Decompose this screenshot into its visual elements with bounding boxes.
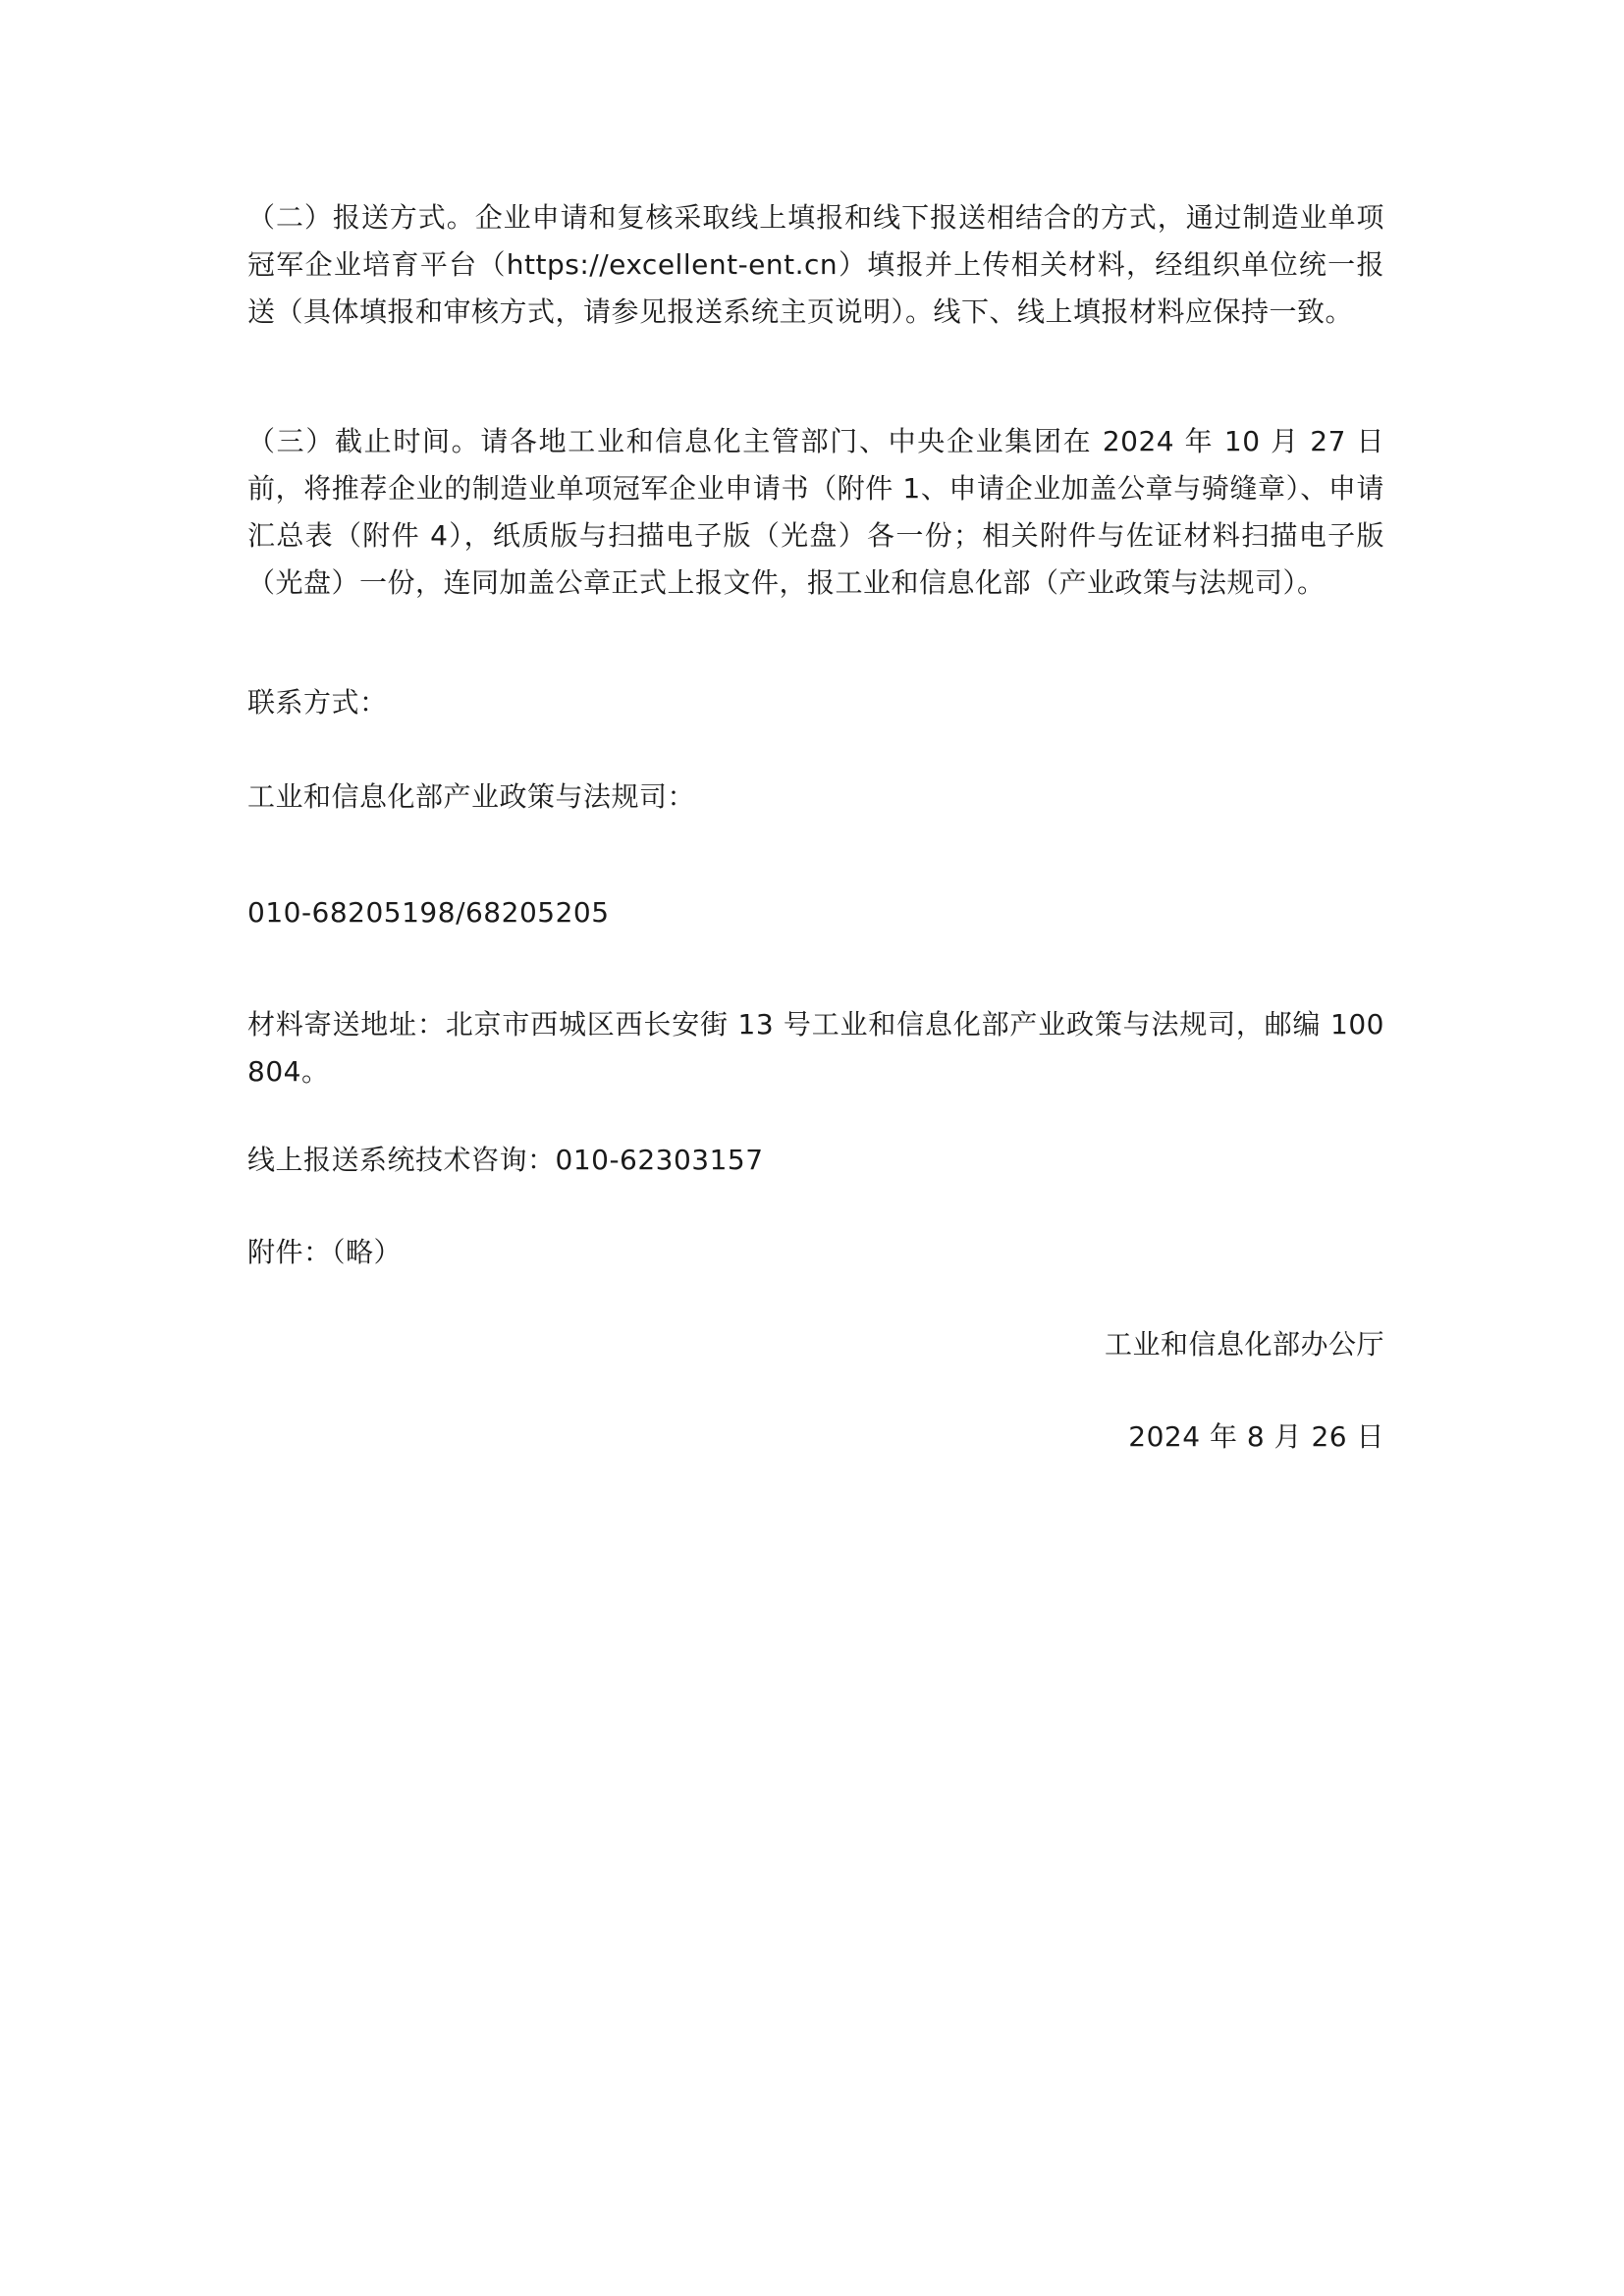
issue-date: 2024 年 8 月 26 日 [1128, 1420, 1384, 1453]
tech-support-contact: 线上报送系统技术咨询：010-62303157 [247, 1144, 764, 1176]
contact-heading: 联系方式： [247, 686, 388, 719]
attachments-note: 附件：（略） [247, 1236, 403, 1268]
mailing-address: 材料寄送地址：北京市西城区西长安街 13 号工业和信息化部产业政策与法规司，邮编 100804。 [247, 1008, 1384, 1088]
contact-phone: 010-68205198/68205205 [247, 896, 610, 929]
submission-method-paragraph: （二）报送方式。企业申请和复核采取线上填报和线下报送相结合的方式，通过制造业单项冠军企业培育平台（https://excellent-ent.cn）填报并上传相关材料，经组织单位统一报送（具体填报和审核方式，请参见报送系统主页说明）。线下、线上填报材料应保持一致。 [247, 201, 1384, 328]
issuer-signature: 工业和信息化部办公厅 [1104, 1328, 1384, 1361]
contact-department: 工业和信息化部产业政策与法规司： [247, 780, 696, 813]
deadline-paragraph: （三）截止时间。请各地工业和信息化主管部门、中央企业集团在 2024 年 10 月 27 日前，将推荐企业的制造业单项冠军企业申请书（附件 1、申请企业加盖公章与骑缝章）、申请汇总表（附件 4），纸质版与扫描电子版（光盘）各一份；相关附件与佐证材料扫描电子版（光盘）一份，连同加盖公章正式上报文件，报工业和信息化部（产业政策与法规司）。 [247, 425, 1384, 599]
